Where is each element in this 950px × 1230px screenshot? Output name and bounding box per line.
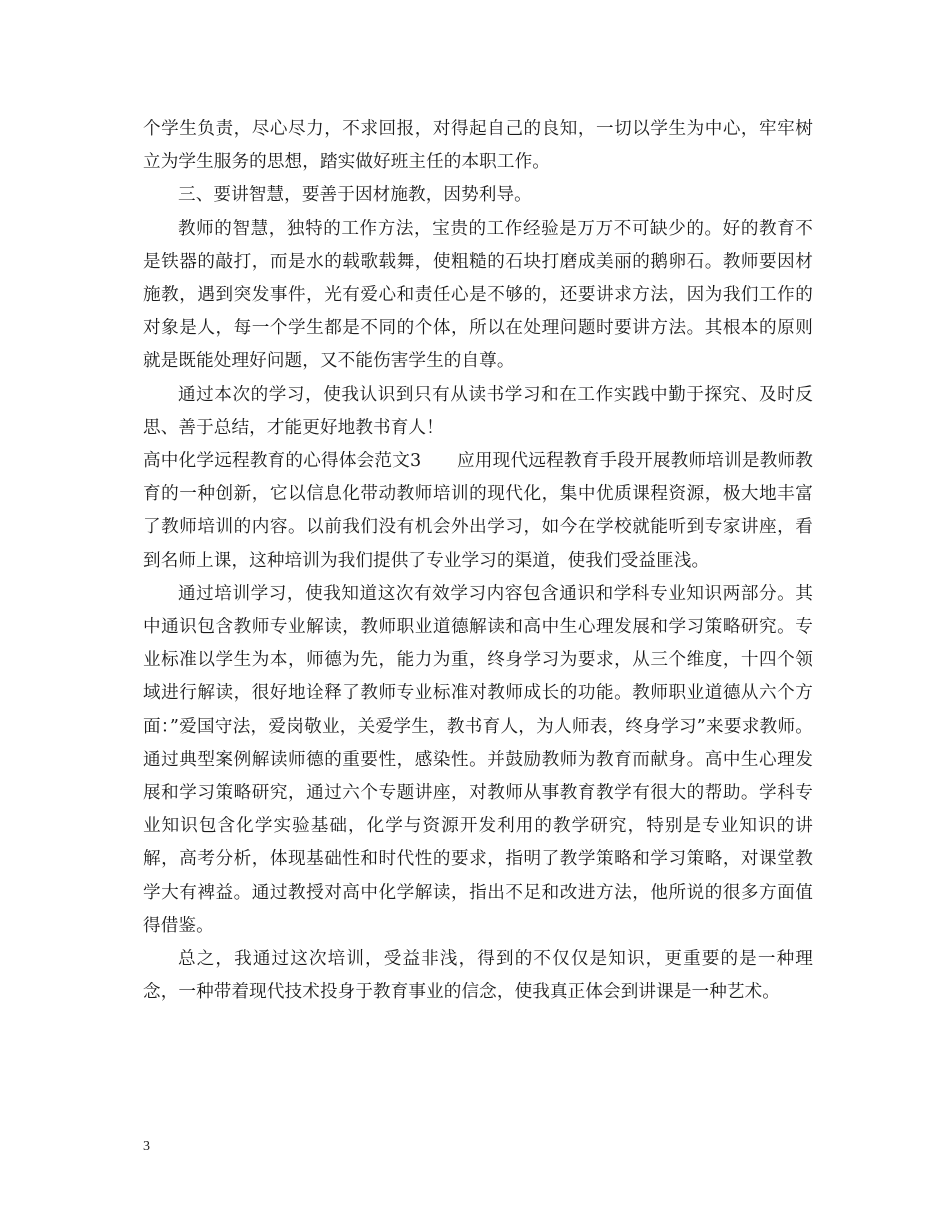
- paragraph: 通过培训学习，使我知道这次有效学习内容包含通识和学科专业知识两部分。其中通识包含教师专业解读，教师职业道德解读和高中生心理发展和学习策略研究。专业标准以学生为本，师德为先，能力为重，终身学习为要求，从三个维度，十四个领域进行解读，很好地诠释了教师专业标准对教师成长的功能。教师职业道德从六个方面：”爱国守法，爱岗敬业，关爱学生，教书育人，为人师表，终身学习”来要求教师。通过典型案例解读师德的重要性，感染性。并鼓励教师为教育而献身。高中生心理发展和学习策略研究，通过六个专题讲座，对教师从事教育教学有很大的帮助。学科专业知识包含化学实验基础，化学与资源开发利用的教学研究，特别是专业知识的讲解，高考分析，体现基础性和时代性的要求，指明了教学策略和学习策略，对课堂教学大有裨益。通过教授对高中化学解读，指出不足和改进方法，他所说的很多方面值得借鉴。: [143, 583, 813, 936]
- section-heading: 三、要讲智慧，要善于因材施教，因势利导。: [178, 185, 532, 206]
- document-body: [143, 113, 813, 1009]
- page-number: 3: [143, 1139, 150, 1154]
- paragraph: 个学生负责，尽心尽力，不求回报，对得起自己的良知，一切以学生为中心，牢牢树立为学生服务的思想，踏实做好班主任的本职工作。: [143, 119, 813, 173]
- paragraph: 教师的智慧，独特的工作方法，宝贵的工作经验是万万不可缺少的。好的教育不是铁器的敲打，而是水的载歌载舞，使粗糙的石块打磨成美丽的鹅卵石。教师要因材施教，遇到突发事件，光有爱心和责任心是不够的，还要讲求方法，因为我们工作的对象是人，每一个学生都是不同的个体，所以在处理问题时要讲方法。其根本的原则就是既能处理好问题，又不能伤害学生的自尊。: [143, 218, 813, 372]
- paragraph-with-title: 高中化学远程教育的心得体会范文3 应用现代远程教育手段开展教师培训是教师教育的一种创新，它以信息化带动教师培训的现代化，集中优质课程资源，极大地丰富了教师培训的内容。以前我们没有机会外出学习，如今在学校就能听到专家讲座，看到名师上课，这种培训为我们提供了专业学习的渠道，使我们受益匪浅。: [143, 451, 813, 571]
- paragraph: 总之，我通过这次培训，受益非浅，得到的不仅仅是知识，更重要的是一种理念，一种带着现代技术投身于教育事业的信念，使我真正体会到讲课是一种艺术。: [143, 949, 813, 1003]
- paragraph: 通过本次的学习，使我认识到只有从读书学习和在工作实践中勤于探究、及时反思、善于总结，才能更好地教书育人！: [143, 384, 813, 438]
